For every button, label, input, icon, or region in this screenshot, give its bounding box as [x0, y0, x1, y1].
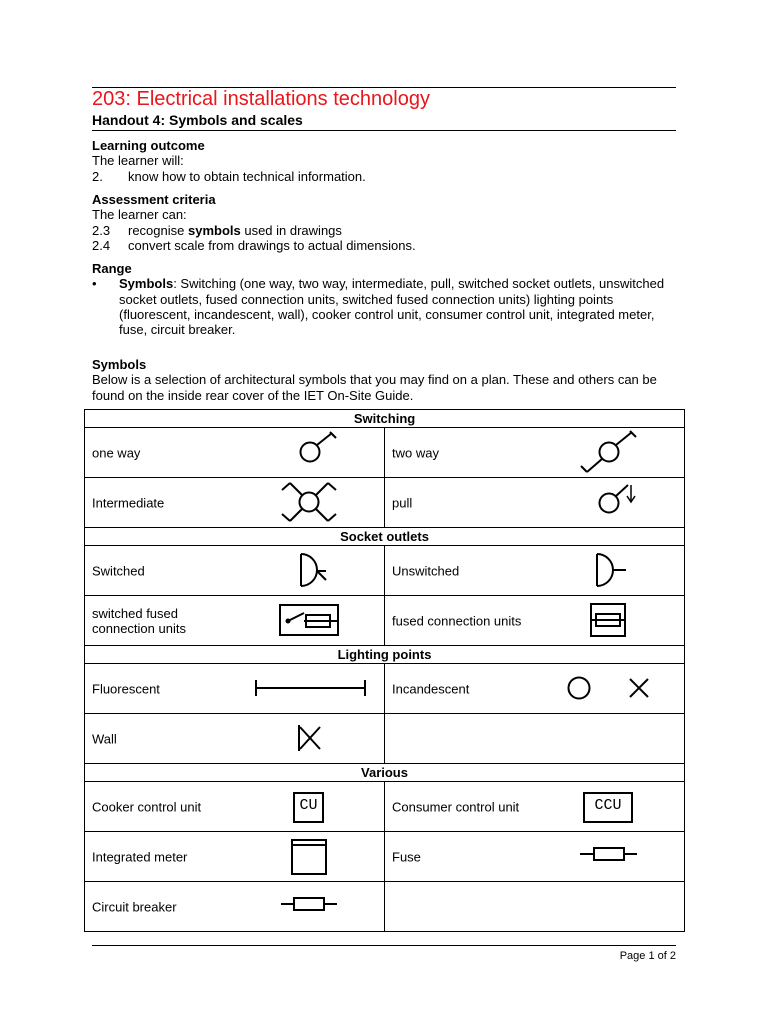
pull-switch-icon	[590, 478, 650, 527]
symbols-text: Below is a selection of architectural symbols that you may find on a plan. These and others can be found on the inside rear cover of the IET On-Site Guide.	[92, 372, 657, 403]
table-row	[85, 546, 685, 596]
table-row	[85, 478, 685, 528]
learning-outcome-intro: The learner will:	[92, 153, 184, 169]
circuit-breaker-label: Circuit breaker	[92, 899, 177, 914]
integrated-meter-label: Integrated meter	[92, 849, 188, 864]
pull-label: pull	[392, 495, 413, 510]
socket-outlets-heading: Socket outlets	[85, 528, 685, 546]
intermediate-label: Intermediate	[92, 495, 165, 510]
footer-rule	[92, 945, 676, 946]
one-way-switch-icon	[290, 428, 360, 477]
assessment-intro: The learner can:	[92, 207, 187, 223]
assessment-section	[92, 192, 682, 253]
wall-light-icon	[290, 714, 330, 763]
page-number: Page 1 of 2	[619, 950, 676, 962]
intermediate-switch-icon	[274, 478, 344, 527]
list-item: • Symbols: Switching (one way, two way, intermediate, pull, switched socket outlets, unswitched socket outlets, fused connection units, switched fused connection units) lighting points (fluorescent, incandescent, wall), cooker control unit, consumer control unit, integrated meter, fuse, circuit breaker.	[92, 276, 665, 338]
table-row	[85, 664, 685, 714]
fused-connection-unit-icon	[585, 596, 635, 645]
table-row	[85, 782, 685, 832]
two-way-switch-icon	[570, 428, 650, 477]
page-title: 203: Electrical installations technology	[92, 88, 430, 110]
two-way-label: two way	[392, 445, 439, 460]
switched-label: Switched	[92, 563, 145, 578]
range-section	[92, 261, 682, 337]
list-item: 2.3 recognise symbols used in drawings	[92, 222, 342, 238]
switched-fused-connection-unit-icon	[275, 596, 345, 645]
unswitched-socket-icon	[590, 546, 650, 595]
incandescent-label: Incandescent	[392, 681, 470, 696]
fuse-icon	[575, 832, 645, 881]
range-heading: Range	[92, 261, 132, 276]
integrated-meter-icon	[285, 832, 335, 881]
page-subtitle: Handout 4: Symbols and scales	[92, 112, 303, 128]
cooker-control-symbol: CU	[299, 797, 318, 814]
switching-heading: Switching	[85, 410, 685, 428]
symbols-heading: Symbols	[92, 357, 147, 372]
fuse-label: Fuse	[392, 849, 421, 864]
lighting-points-heading: Lighting points	[85, 646, 685, 664]
unswitched-label: Unswitched	[392, 563, 460, 578]
fused-label: fused connection units	[392, 613, 522, 628]
table-row	[85, 882, 685, 932]
list-item: 2.4 convert scale from drawings to actual dimensions.	[92, 237, 416, 253]
table-row	[85, 596, 685, 646]
table-row	[85, 428, 685, 478]
consumer-control-symbol: CCU	[594, 797, 622, 814]
symbols-table	[84, 409, 685, 932]
fluorescent-label: Fluorescent	[92, 681, 160, 696]
circuit-breaker-icon	[275, 882, 345, 931]
assessment-heading: Assessment criteria	[92, 192, 216, 207]
incandescent-light-icon	[560, 664, 660, 713]
learning-outcome-heading: Learning outcome	[92, 138, 205, 153]
empty-cell	[385, 882, 684, 931]
one-way-label: one way	[92, 445, 141, 460]
consumer-control-label: Consumer control unit	[392, 799, 520, 814]
switched-socket-icon	[290, 546, 350, 595]
list-item: 2. know how to obtain technical information.	[92, 168, 366, 184]
various-heading: Various	[85, 764, 685, 782]
learning-outcome-section	[92, 138, 682, 184]
header-bottom-rule	[92, 130, 676, 131]
symbols-intro-section	[92, 357, 682, 403]
fluorescent-light-icon	[250, 664, 370, 713]
switched-fused-label: switched fused connection units	[92, 605, 186, 636]
table-row	[85, 714, 685, 764]
cooker-control-label: Cooker control unit	[92, 799, 202, 814]
table-row	[85, 832, 685, 882]
empty-cell	[385, 714, 684, 763]
wall-label: Wall	[92, 731, 117, 746]
